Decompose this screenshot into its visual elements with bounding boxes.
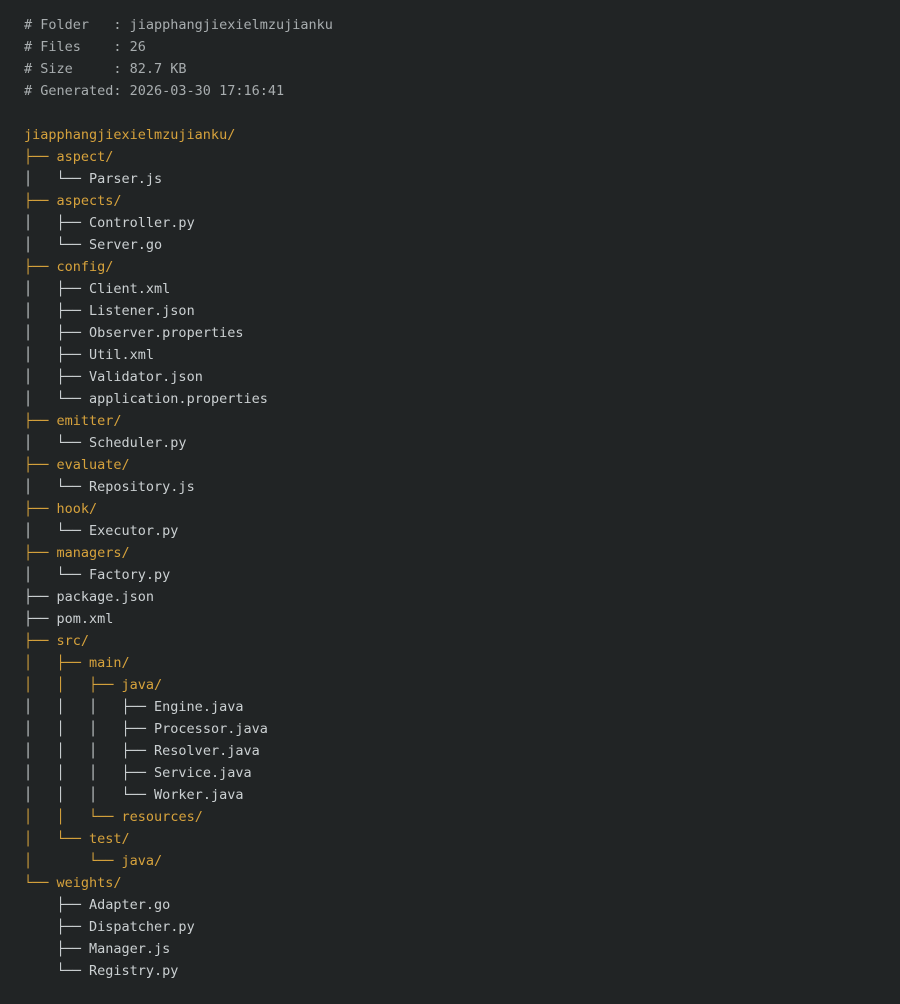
tree-branch-prefix: │ │ └──: [24, 809, 122, 825]
file-name: Server.go: [89, 237, 163, 253]
file-name: Controller.py: [89, 215, 195, 231]
tree-branch-prefix: │ ├──: [24, 215, 90, 231]
tree-row-directory: [24, 674, 890, 696]
file-name: application.properties: [89, 391, 268, 407]
tree-row-file: [24, 960, 890, 982]
tree-branch-prefix: │ └──: [24, 435, 90, 451]
tree-branch-prefix: ├──: [24, 941, 90, 957]
tree-row-file: [24, 366, 890, 388]
directory-name: test/: [89, 831, 130, 847]
file-name: Worker.java: [154, 787, 244, 803]
tree-branch-prefix: │ ├──: [24, 325, 90, 341]
tree-branch-prefix: ├──: [24, 545, 57, 561]
tree-row-file: [24, 344, 890, 366]
tree-branch-prefix: │ └──: [24, 391, 90, 407]
tree-branch-prefix: │ ├──: [24, 655, 90, 671]
file-name: Factory.py: [89, 567, 171, 583]
file-name: Validator.json: [89, 369, 203, 385]
tree-branch-prefix: ├──: [24, 193, 57, 209]
file-name: Scheduler.py: [89, 435, 187, 451]
file-name: Client.xml: [89, 281, 171, 297]
tree-row-directory: [24, 828, 890, 850]
file-name: Parser.js: [89, 171, 163, 187]
tree-row-file: [24, 696, 890, 718]
tree-branch-prefix: ├──: [24, 149, 57, 165]
tree-branch-prefix: │ │ │ ├──: [24, 765, 155, 781]
tree-row-file: [24, 520, 890, 542]
tree-branch-prefix: ├──: [24, 633, 57, 649]
tree-row-file: [24, 718, 890, 740]
tree-row-file: [24, 740, 890, 762]
directory-name: aspects/: [56, 193, 122, 209]
file-name: Engine.java: [154, 699, 244, 715]
tree-row-directory: [24, 124, 890, 146]
header-folder-line: # Folder : jiapphangjiexielmzujianku: [24, 17, 333, 33]
tree-row-file: [24, 916, 890, 938]
tree-branch-prefix: │ └──: [24, 237, 90, 253]
tree-branch-prefix: │ └──: [24, 831, 90, 847]
file-name: Adapter.go: [89, 897, 171, 913]
tree-branch-prefix: │ │ │ ├──: [24, 699, 155, 715]
tree-row-directory: [24, 630, 890, 652]
file-listing-header: [24, 14, 890, 102]
tree-row-file: [24, 322, 890, 344]
tree-row-file: [24, 278, 890, 300]
file-name: Repository.js: [89, 479, 195, 495]
file-name: Observer.properties: [89, 325, 244, 341]
directory-name: hook/: [56, 501, 98, 517]
tree-branch-prefix: │ │ │ └──: [24, 787, 155, 803]
tree-branch-prefix: ├──: [24, 897, 90, 913]
tree-branch-prefix: │ ├──: [24, 369, 90, 385]
tree-row-file: [24, 586, 890, 608]
directory-name: managers/: [56, 545, 130, 561]
directory-name: java/: [121, 677, 163, 693]
file-name: Processor.java: [154, 721, 268, 737]
tree-row-directory: [24, 542, 890, 564]
file-name: Registry.py: [89, 963, 179, 979]
file-name: Executor.py: [89, 523, 179, 539]
file-name: pom.xml: [56, 611, 114, 627]
tree-branch-prefix: │ └──: [24, 853, 122, 869]
header-generated-line: # Generated: 2026-03-30 17:16:41: [24, 83, 285, 99]
directory-name: aspect/: [56, 149, 114, 165]
directory-name: evaluate/: [56, 457, 130, 473]
file-name: Util.xml: [89, 347, 155, 363]
tree-branch-prefix: │ │ ├──: [24, 677, 122, 693]
header-files-line: # Files : 26: [24, 39, 146, 55]
tree-row-directory: [24, 454, 890, 476]
tree-branch-prefix: │ └──: [24, 523, 90, 539]
tree-row-directory: [24, 872, 890, 894]
tree-row-directory: [24, 498, 890, 520]
file-name: Resolver.java: [154, 743, 260, 759]
file-name: Manager.js: [89, 941, 171, 957]
tree-row-file: [24, 300, 890, 322]
tree-branch-prefix: │ ├──: [24, 347, 90, 363]
tree-row-directory: [24, 256, 890, 278]
tree-row-directory: [24, 806, 890, 828]
tree-row-file: [24, 168, 890, 190]
file-tree: [24, 124, 890, 982]
tree-branch-prefix: ├──: [24, 589, 57, 605]
blank-line: [24, 102, 890, 124]
tree-branch-prefix: │ ├──: [24, 303, 90, 319]
tree-row-file: [24, 476, 890, 498]
tree-row-directory: [24, 410, 890, 432]
tree-branch-prefix: │ └──: [24, 479, 90, 495]
tree-row-file: [24, 894, 890, 916]
directory-name: java/: [121, 853, 163, 869]
tree-branch-prefix: │ ├──: [24, 281, 90, 297]
tree-branch-prefix: │ │ │ ├──: [24, 721, 155, 737]
directory-name: main/: [89, 655, 130, 671]
directory-name: config/: [56, 259, 114, 275]
tree-branch-prefix: ├──: [24, 611, 57, 627]
tree-row-file: [24, 784, 890, 806]
tree-row-directory: [24, 146, 890, 168]
directory-name: weights/: [56, 875, 122, 891]
tree-row-file: [24, 938, 890, 960]
tree-row-file: [24, 432, 890, 454]
tree-row-file: [24, 212, 890, 234]
directory-name: src/: [56, 633, 90, 649]
tree-branch-prefix: ├──: [24, 259, 57, 275]
tree-branch-prefix: ├──: [24, 413, 57, 429]
tree-row-file: [24, 564, 890, 586]
tree-branch-prefix: ├──: [24, 501, 57, 517]
file-name: Service.java: [154, 765, 252, 781]
directory-name: jiapphangjiexielmzujianku/: [24, 127, 236, 143]
tree-row-file: [24, 234, 890, 256]
file-name: Listener.json: [89, 303, 195, 319]
tree-row-directory: [24, 652, 890, 674]
tree-branch-prefix: └──: [24, 875, 57, 891]
tree-branch-prefix: │ └──: [24, 171, 90, 187]
header-size-line: # Size : 82.7 KB: [24, 61, 187, 77]
directory-name: resources/: [121, 809, 203, 825]
tree-branch-prefix: │ │ │ ├──: [24, 743, 155, 759]
tree-row-directory: [24, 850, 890, 872]
tree-row-file: [24, 762, 890, 784]
tree-branch-prefix: ├──: [24, 457, 57, 473]
tree-row-directory: [24, 190, 890, 212]
tree-row-file: [24, 608, 890, 630]
tree-row-file: [24, 388, 890, 410]
tree-branch-prefix: ├──: [24, 919, 90, 935]
file-name: Dispatcher.py: [89, 919, 195, 935]
tree-branch-prefix: │ └──: [24, 567, 90, 583]
tree-branch-prefix: └──: [24, 963, 90, 979]
file-name: package.json: [56, 589, 155, 605]
directory-name: emitter/: [56, 413, 122, 429]
